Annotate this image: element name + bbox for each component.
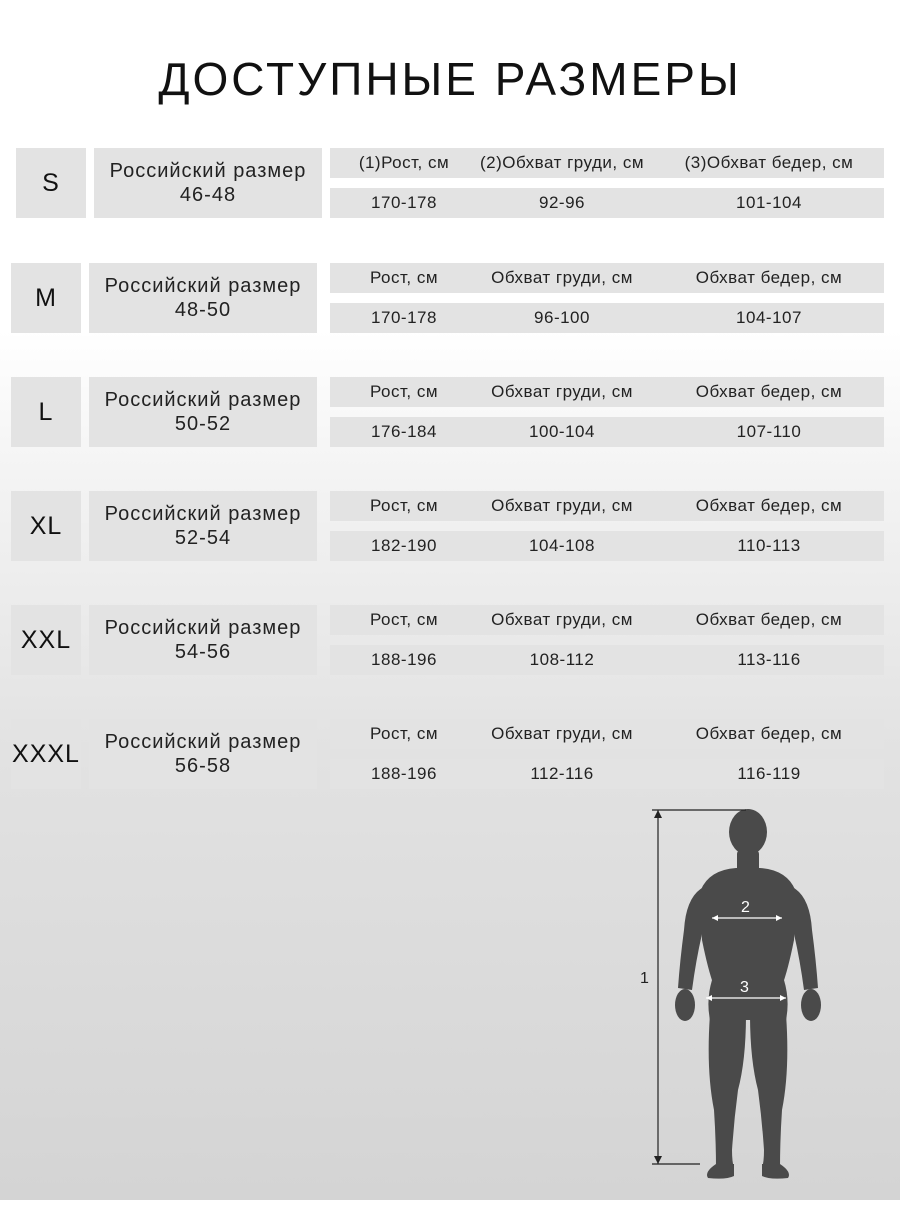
russian-size-range: 46-48 xyxy=(179,184,237,206)
size-code: S xyxy=(16,148,86,218)
russian-size-label: Российский размер xyxy=(104,503,302,525)
chest-value: 112-116 xyxy=(530,764,594,783)
russian-size-box xyxy=(89,377,317,447)
height-header: Рост, см xyxy=(369,496,439,515)
chest-header: (2)Обхват груди, см xyxy=(479,153,645,172)
hips-header: Обхват бедер, см xyxy=(695,382,843,401)
height-header: Рост, см xyxy=(369,268,439,287)
size-code: XXL xyxy=(11,605,81,675)
russian-size-range: 50-52 xyxy=(174,413,232,435)
hips-header: (3)Обхват бедер, см xyxy=(684,153,854,172)
measure-values xyxy=(330,645,884,675)
size-row-xxxl xyxy=(0,719,900,791)
size-code: XXXL xyxy=(11,719,81,789)
height-header: Рост, см xyxy=(369,610,439,629)
chest-value: 100-104 xyxy=(529,422,595,441)
size-code: M xyxy=(11,263,81,333)
russian-size-label: Российский размер xyxy=(104,731,302,753)
height-value: 170-178 xyxy=(371,308,437,327)
size-row-xxl xyxy=(0,605,900,677)
russian-size-box xyxy=(89,491,317,561)
chest-value: 108-112 xyxy=(529,650,595,669)
body-measurement-figure xyxy=(630,800,880,1200)
russian-size-label: Российский размер xyxy=(104,275,302,297)
size-row-m xyxy=(0,263,900,335)
measure-header xyxy=(330,491,884,521)
chest-header: Обхват груди, см xyxy=(491,268,633,287)
measure-header xyxy=(330,263,884,293)
height-header: Рост, см xyxy=(369,382,439,401)
russian-size-range: 48-50 xyxy=(174,299,232,321)
hips-value: 104-107 xyxy=(736,308,802,327)
measure-header xyxy=(330,605,884,635)
chest-header: Обхват груди, см xyxy=(491,724,633,743)
height-value: 188-196 xyxy=(371,764,437,783)
hips-value: 113-116 xyxy=(737,650,801,669)
height-marker-label: 1 xyxy=(640,970,649,987)
hips-header: Обхват бедер, см xyxy=(695,610,843,629)
russian-size-box xyxy=(89,263,317,333)
measure-header xyxy=(330,377,884,407)
chest-value: 96-100 xyxy=(534,308,590,327)
body-silhouette-icon xyxy=(630,800,880,1200)
russian-size-box xyxy=(94,148,322,218)
size-row-s xyxy=(0,148,900,220)
hips-value: 110-113 xyxy=(737,536,801,555)
size-code: XL xyxy=(11,491,81,561)
hips-header: Обхват бедер, см xyxy=(695,724,843,743)
chest-header: Обхват груди, см xyxy=(491,610,633,629)
measure-values xyxy=(330,417,884,447)
chest-header: Обхват груди, см xyxy=(491,382,633,401)
russian-size-label: Российский размер xyxy=(109,160,307,182)
hips-header: Обхват бедер, см xyxy=(695,496,843,515)
russian-size-box xyxy=(89,719,317,789)
measure-values xyxy=(330,759,884,789)
height-header: (1)Рост, см xyxy=(358,153,450,172)
height-value: 188-196 xyxy=(371,650,437,669)
size-code: L xyxy=(11,377,81,447)
russian-size-box xyxy=(89,605,317,675)
chest-value: 92-96 xyxy=(539,193,585,212)
height-header: Рост, см xyxy=(369,724,439,743)
height-value: 170-178 xyxy=(371,193,437,212)
chest-value: 104-108 xyxy=(529,536,595,555)
page-title: ДОСТУПНЫЕ РАЗМЕРЫ xyxy=(158,53,742,105)
measure-values xyxy=(330,303,884,333)
hips-value: 107-110 xyxy=(736,422,802,441)
height-value: 182-190 xyxy=(371,536,437,555)
size-row-xl xyxy=(0,491,900,563)
measure-values xyxy=(330,531,884,561)
size-row-l xyxy=(0,377,900,449)
hips-marker-label: 3 xyxy=(740,979,749,996)
russian-size-label: Российский размер xyxy=(104,617,302,639)
chest-marker-label: 2 xyxy=(741,899,750,916)
measure-header xyxy=(330,148,884,178)
hips-value: 101-104 xyxy=(736,193,802,212)
russian-size-range: 54-56 xyxy=(174,641,232,663)
height-value: 176-184 xyxy=(371,422,437,441)
measure-header xyxy=(330,719,884,749)
measure-values xyxy=(330,188,884,218)
hips-value: 116-119 xyxy=(737,764,801,783)
russian-size-label: Российский размер xyxy=(104,389,302,411)
russian-size-range: 52-54 xyxy=(174,527,232,549)
russian-size-range: 56-58 xyxy=(174,755,232,777)
chest-header: Обхват груди, см xyxy=(491,496,633,515)
hips-header: Обхват бедер, см xyxy=(695,268,843,287)
